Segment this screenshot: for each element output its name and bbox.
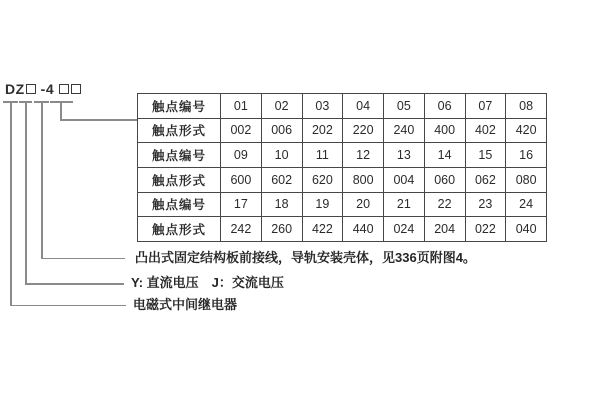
model-prefix: DZ — [5, 81, 25, 97]
table-cell: 402 — [465, 118, 506, 143]
table-cell: 240 — [384, 118, 425, 143]
table-cell: 202 — [302, 118, 343, 143]
placeholder-box-icon — [26, 84, 36, 94]
table-row — [138, 167, 547, 192]
table-cell: 02 — [261, 94, 302, 119]
table-cell: 004 — [384, 167, 425, 192]
table-cell: 400 — [424, 118, 465, 143]
tick-under-boxes — [50, 101, 73, 103]
table-cell: 420 — [506, 118, 547, 143]
table-cell: 022 — [465, 217, 506, 242]
table-cell: 16 — [506, 143, 547, 168]
table-cell: 11 — [302, 143, 343, 168]
table-cell: 024 — [384, 217, 425, 242]
note-relay-type: 电磁式中间继电器 — [133, 297, 238, 312]
leader-to-note2 — [25, 283, 124, 285]
table-cell: 03 — [302, 94, 343, 119]
table-cell: 620 — [302, 167, 343, 192]
leader-line-boxes — [60, 101, 62, 120]
table-cell: 24 — [506, 192, 547, 217]
table-cell: 09 — [221, 143, 262, 168]
table-cell: 05 — [384, 94, 425, 119]
table-cell: 602 — [261, 167, 302, 192]
table-cell: 06 — [424, 94, 465, 119]
table-cell: 22 — [424, 192, 465, 217]
table-cell: 062 — [465, 167, 506, 192]
leader-line-box1 — [25, 101, 27, 284]
table-cell: 08 — [506, 94, 547, 119]
table-cell: 002 — [221, 118, 262, 143]
table-row-label: 触点编号 — [138, 143, 221, 168]
leader-to-note3 — [10, 305, 126, 307]
table-row-label: 触点形式 — [138, 217, 221, 242]
leader-line-prefix — [10, 101, 12, 305]
table-cell: 040 — [506, 217, 547, 242]
table-cell: 17 — [221, 192, 262, 217]
table-cell: 07 — [465, 94, 506, 119]
note-structure-type: 凸出式固定结构板前接线，导轨安装壳体，见336页附图4。 — [135, 250, 476, 265]
note-voltage-type: Y: 直流电压 J：交流电压 — [131, 275, 284, 290]
table-cell: 21 — [384, 192, 425, 217]
table-cell: 12 — [343, 143, 384, 168]
table-cell: 422 — [302, 217, 343, 242]
table-cell: 440 — [343, 217, 384, 242]
table-cell: 18 — [261, 192, 302, 217]
table-row-label: 触点编号 — [138, 192, 221, 217]
model-designation — [5, 82, 82, 96]
table-cell: 220 — [343, 118, 384, 143]
table-cell: 242 — [221, 217, 262, 242]
table-cell: 04 — [343, 94, 384, 119]
table-cell: 13 — [384, 143, 425, 168]
table-cell: 19 — [302, 192, 343, 217]
placeholder-box-icon — [59, 84, 69, 94]
table-cell: 10 — [261, 143, 302, 168]
table-cell: 080 — [506, 167, 547, 192]
table-row — [138, 118, 547, 143]
table-cell: 23 — [465, 192, 506, 217]
table-cell: 14 — [424, 143, 465, 168]
table-cell: 600 — [221, 167, 262, 192]
table-cell: 204 — [424, 217, 465, 242]
table-row-label: 触点编号 — [138, 94, 221, 119]
table-cell: 060 — [424, 167, 465, 192]
table-row — [138, 217, 547, 242]
table-cell: 15 — [465, 143, 506, 168]
table-row — [138, 143, 547, 168]
table-cell: 01 — [221, 94, 262, 119]
leader-line-middle — [41, 101, 43, 259]
table-cell: 20 — [343, 192, 384, 217]
contact-table-body — [138, 94, 547, 242]
leader-to-table — [60, 119, 137, 121]
table-row-label: 触点形式 — [138, 167, 221, 192]
table-cell: 260 — [261, 217, 302, 242]
table-cell: 006 — [261, 118, 302, 143]
contact-table — [137, 93, 547, 242]
table-row-label: 触点形式 — [138, 118, 221, 143]
table-row — [138, 192, 547, 217]
model-middle: -4 — [40, 81, 55, 97]
table-cell: 800 — [343, 167, 384, 192]
leader-to-note1 — [41, 258, 125, 260]
placeholder-box-icon — [71, 84, 81, 94]
table-row — [138, 94, 547, 119]
